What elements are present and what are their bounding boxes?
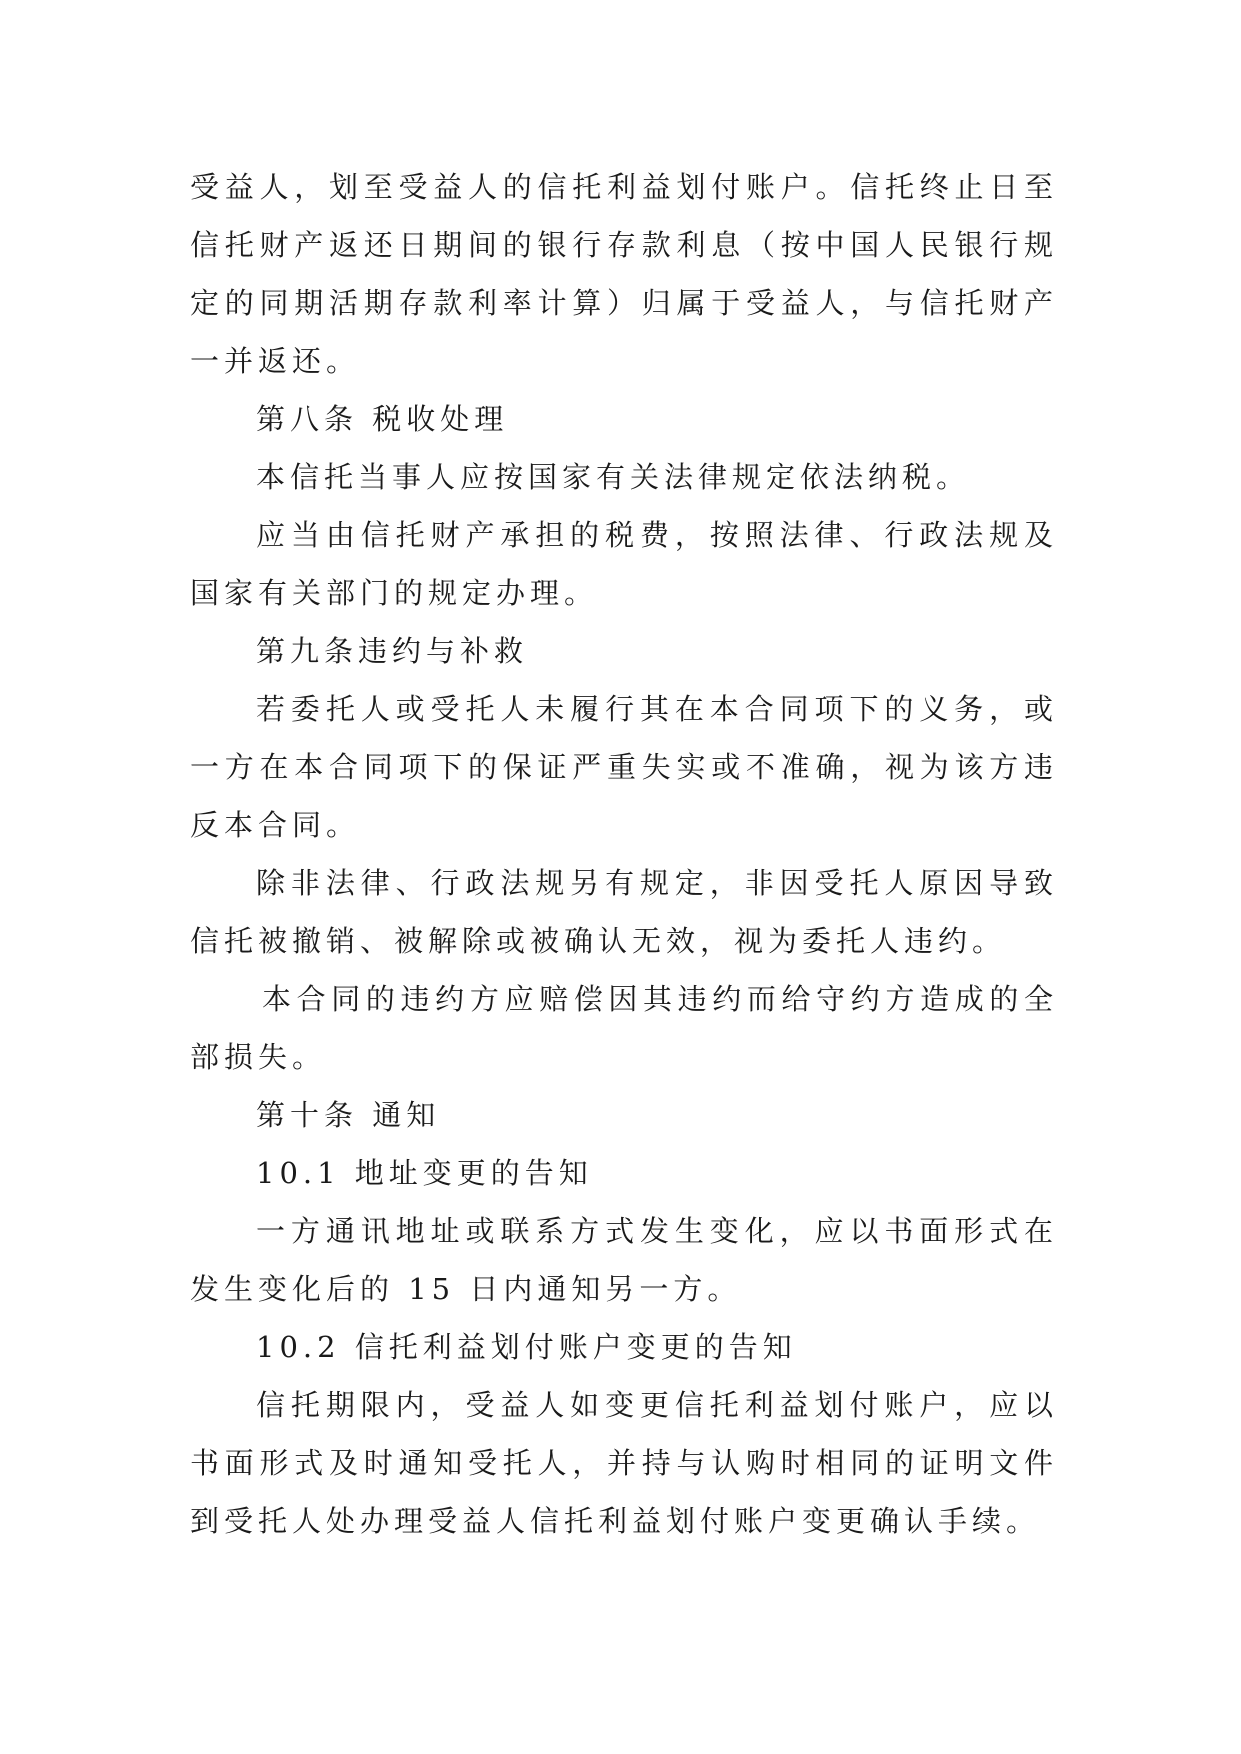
subheading-10-1: 10.1 地址变更的告知	[256, 1156, 593, 1190]
paragraph-account-change: 信托期限内，受益人如变更信托利益划付账户，应以书面形式及时通知受托人，并持与认购时相同的证明文件到受托人处办理受益人信托利益划付账户变更确认手续。	[190, 1388, 1058, 1538]
heading-article-8: 第八条 税收处理	[256, 402, 509, 436]
paragraph-breach-3: 本合同的违约方应赔偿因其违约而给守约方造成的全部损失。	[190, 982, 1058, 1074]
document-body	[190, 158, 1058, 1550]
paragraph-breach-2: 除非法律、行政法规另有规定，非因受托人原因导致信托被撤销、被解除或被确认无效，视为委托人违约。	[190, 866, 1058, 958]
paragraph-breach-1: 若委托人或受托人未履行其在本合同项下的义务，或一方在本合同项下的保证严重失实或不准确，视为该方违反本合同。	[190, 692, 1058, 842]
paragraph-address-change: 一方通讯地址或联系方式发生变化，应以书面形式在发生变化后的 15 日内通知另一方。	[190, 1214, 1058, 1306]
paragraph-tax-1: 本信托当事人应按国家有关法律规定依法纳税。	[256, 460, 971, 494]
paragraph-tax-2: 应当由信托财产承担的税费，按照法律、行政法规及国家有关部门的规定办理。	[190, 518, 1058, 610]
paragraph-trust-return: 受益人，划至受益人的信托利益划付账户。信托终止日至信托财产返还日期间的银行存款利息（按中国人民银行规定的同期活期存款利率计算）归属于受益人，与信托财产一并返还。	[190, 170, 1058, 378]
subheading-10-2: 10.2 信托利益划付账户变更的告知	[256, 1330, 797, 1364]
heading-article-10: 第十条 通知	[256, 1098, 441, 1132]
heading-article-9: 第九条违约与补救	[256, 634, 529, 668]
